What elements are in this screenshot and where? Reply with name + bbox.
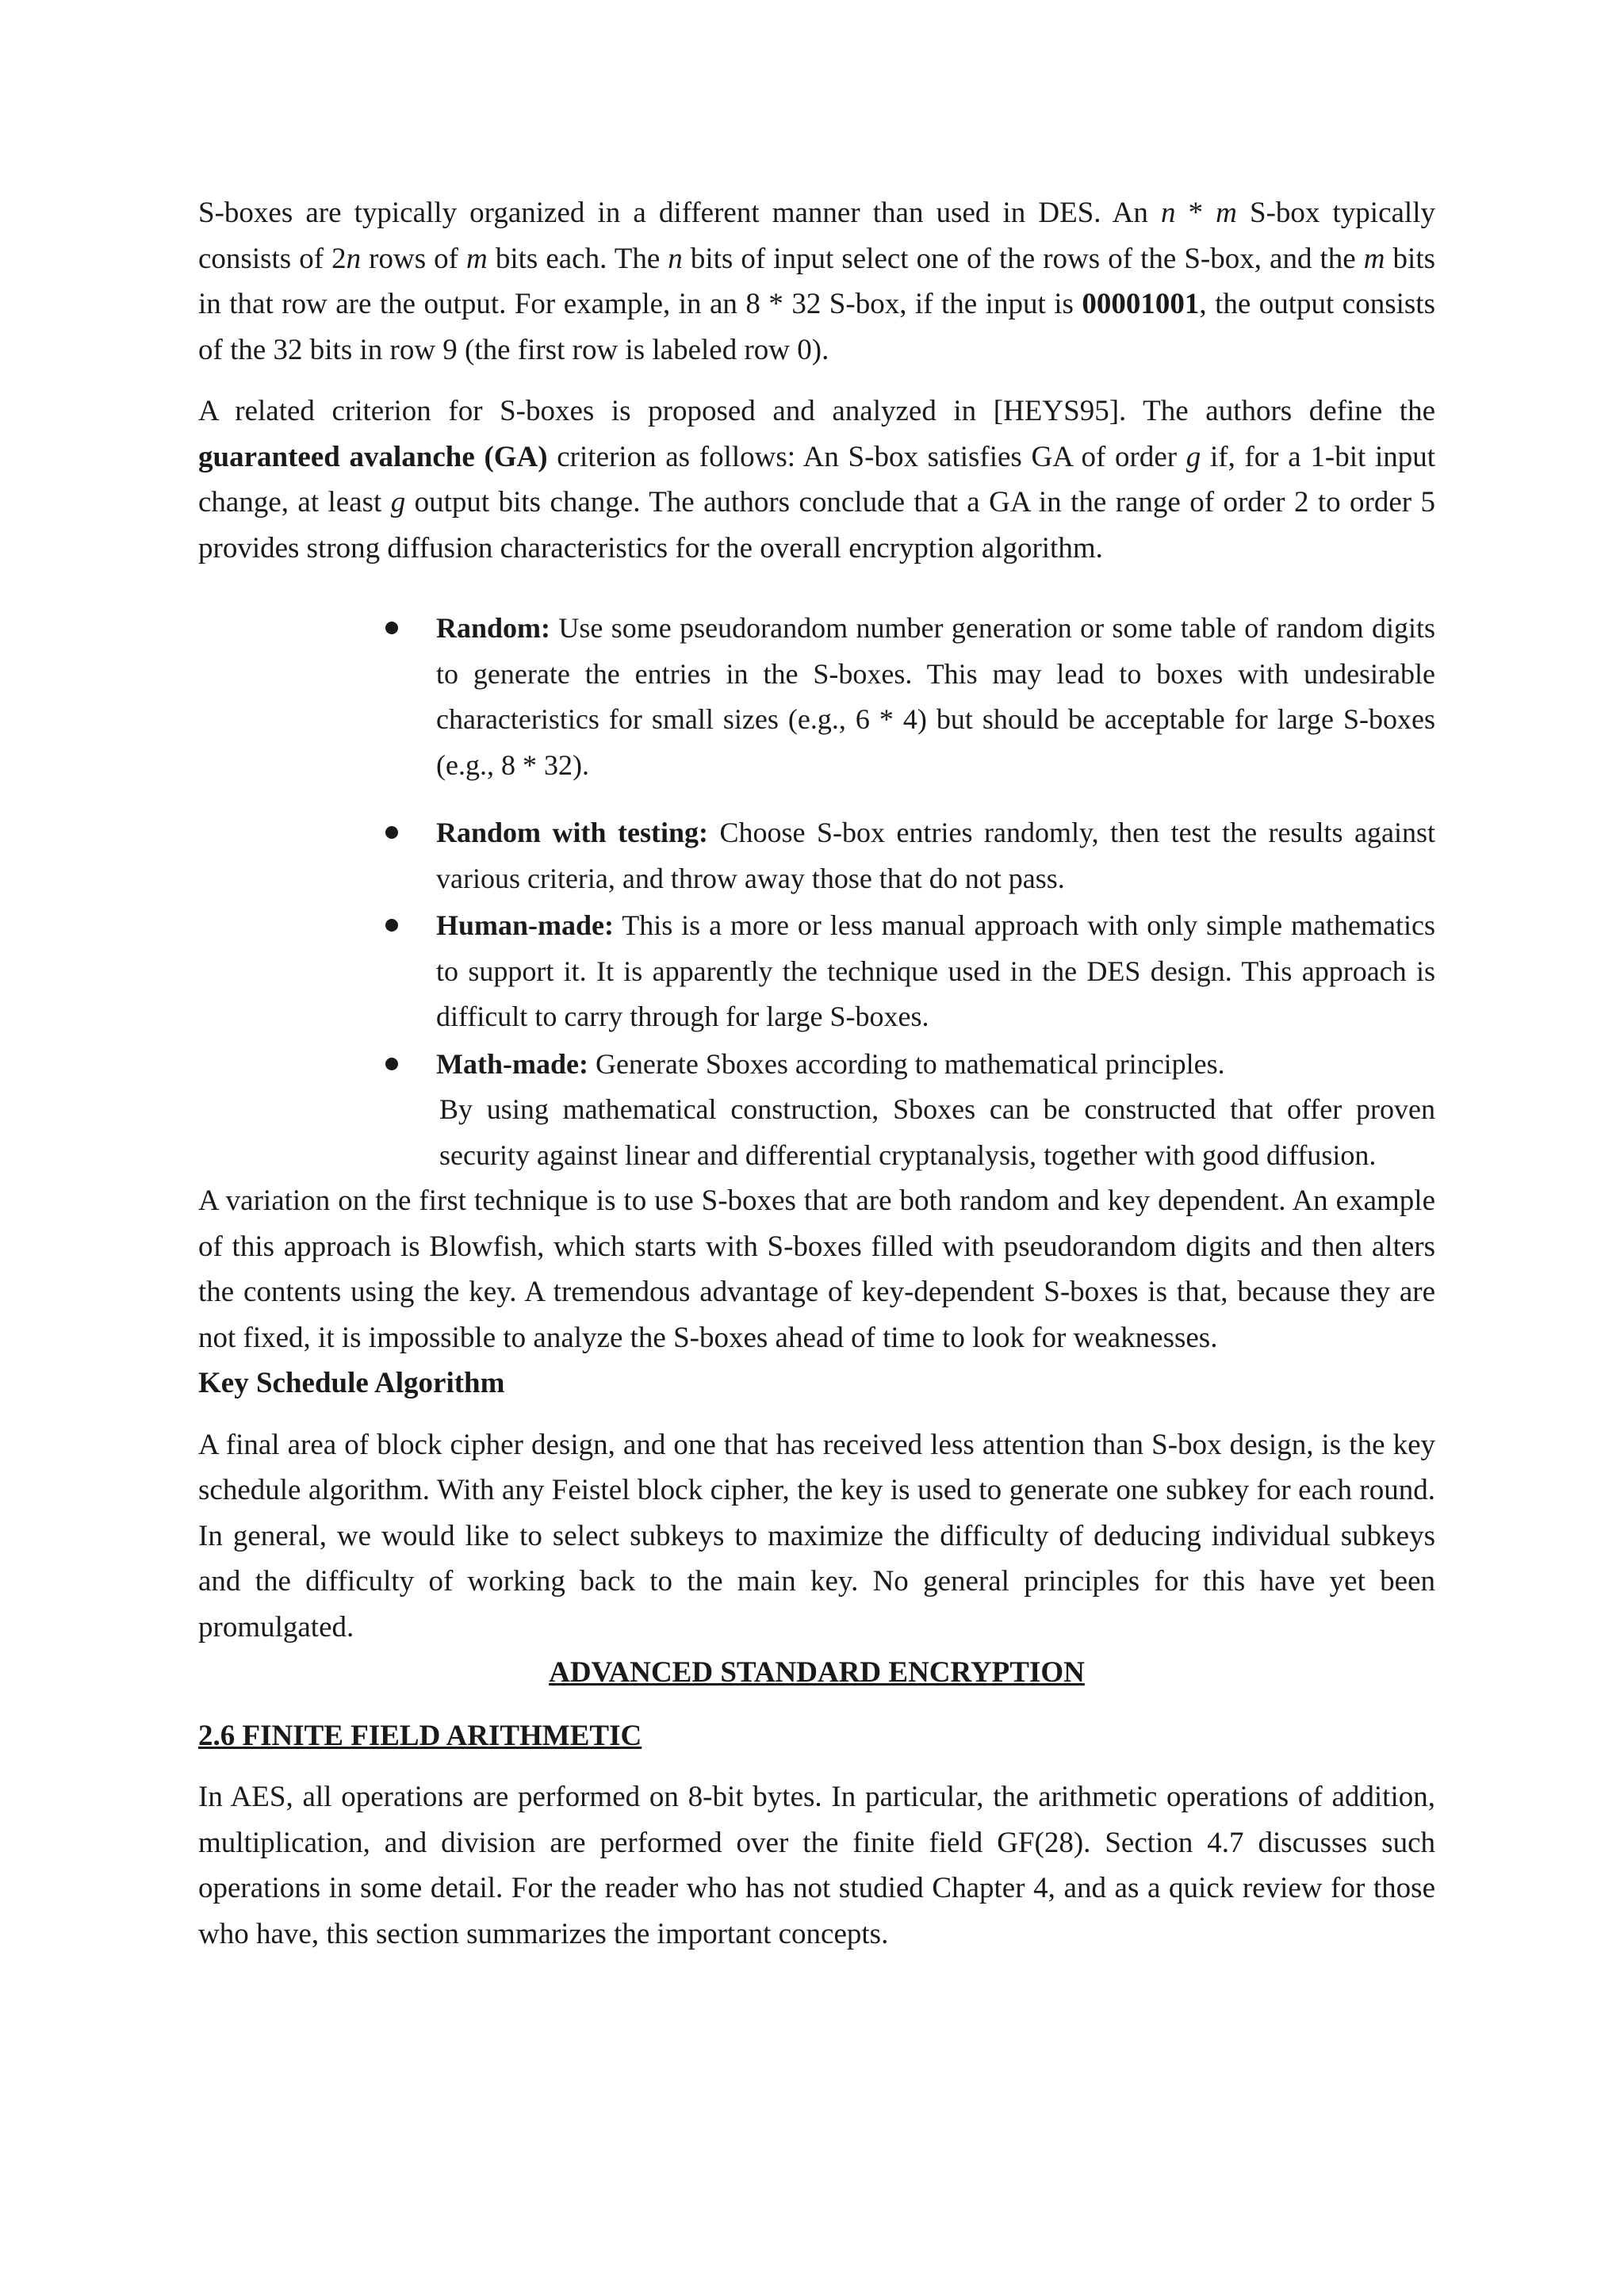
paragraph-guaranteed-avalanche: A related criterion for S-boxes is proposed and analyzed in [HEYS95]. The authors define the guaranteed avalanche (GA) criterion as follows: An S-box satisfies GA of order g if, for a 1-bit input change, at least g output bits change. The authors conclude that a GA in the range of order 2 to order 5 provides strong diffusion characteristics for the overall encryption algorithm. [198,395,1436,564]
list-item-math-made: Math-made: Generate Sboxes according to mathematical principles. By using mathematical construction, Sboxes can be constructed that offer proven security against linear and differential cryptanalysis, together with good diffusion. [436,1042,1435,1179]
heading-finite-field-arithmetic: 2.6 FINITE FIELD ARITHMETIC [198,1719,642,1752]
sbox-design-approaches-list [198,606,1435,1178]
list-item-random: Random: Use some pseudorandom number generation or some table of random digits to generate the entries in the S-boxes. This may lead to boxes with undesirable characteristics for small sizes (e.g., 6 * 4) but should be acceptable for large S-boxes (e.g., 8 * 32). [436,606,1435,788]
heading-key-schedule: Key Schedule Algorithm [198,1367,505,1399]
paragraph-aes-finite-field: In AES, all operations are performed on 8-bit bytes. In particular, the arithmetic operations of addition, multiplication, and division are performed over the finite field GF(28). Section 4.7 discusses such operations in some detail. For the reader who has not studied Chapter 4, and as a quick review for those who have, this section summarizes the important concepts. [198,1781,1435,1950]
bullet-dot [385,919,398,932]
math-made-extra: By using mathematical construction, Sboxes can be constructed that offer proven security against linear and differential cryptanalysis, together with good diffusion. [439,1093,1435,1171]
document-page [198,190,1435,1957]
bullet-dot [385,826,398,839]
list-item-random-with-testing: Random with testing: Choose S-box entries randomly, then test the results against various criteria, and throw away those that do not pass. [436,810,1435,901]
paragraph-key-dependent-sboxes: A variation on the first technique is to use S-boxes that are both random and key dependent. An example of this approach is Blowfish, which starts with S-boxes filled with pseudorandom digits and then alters the contents using the key. A tremendous advantage of key-dependent S-boxes is that, because they are not fixed, it is impossible to analyze the S-boxes ahead of time to look for weaknesses. [198,1184,1435,1354]
list-item-human-made: Human-made: This is a more or less manual approach with only simple mathematics to support it. It is apparently the technique used in the DES design. This approach is difficult to carry through for large S-boxes. [436,903,1435,1040]
title-advanced-standard-encryption: ADVANCED STANDARD ENCRYPTION [549,1656,1085,1689]
paragraph-sbox-organization: S-boxes are typically organized in a different manner than used in DES. An n * m S-box typically consists of 2n rows of m bits each. The n bits of input select one of the rows of the S-box, and the m bits in that row are the output. For example, in an 8 * 32 S-box, if the input is 00001001, the output consists of the 32 bits in row 9 (the first row is labeled row 0). [198,197,1435,366]
bullet-dot [385,622,398,634]
bullet-dot [385,1058,398,1070]
paragraph-key-schedule: A final area of block cipher design, and one that has received less attention than S-box design, is the key schedule algorithm. With any Feistel block cipher, the key is used to generate one subkey for each round. In general, we would like to select subkeys to maximize the difficulty of deducing individual subkeys and the difficulty of working back to the main key. No general principles for this have yet been promulgated. [198,1428,1435,1644]
